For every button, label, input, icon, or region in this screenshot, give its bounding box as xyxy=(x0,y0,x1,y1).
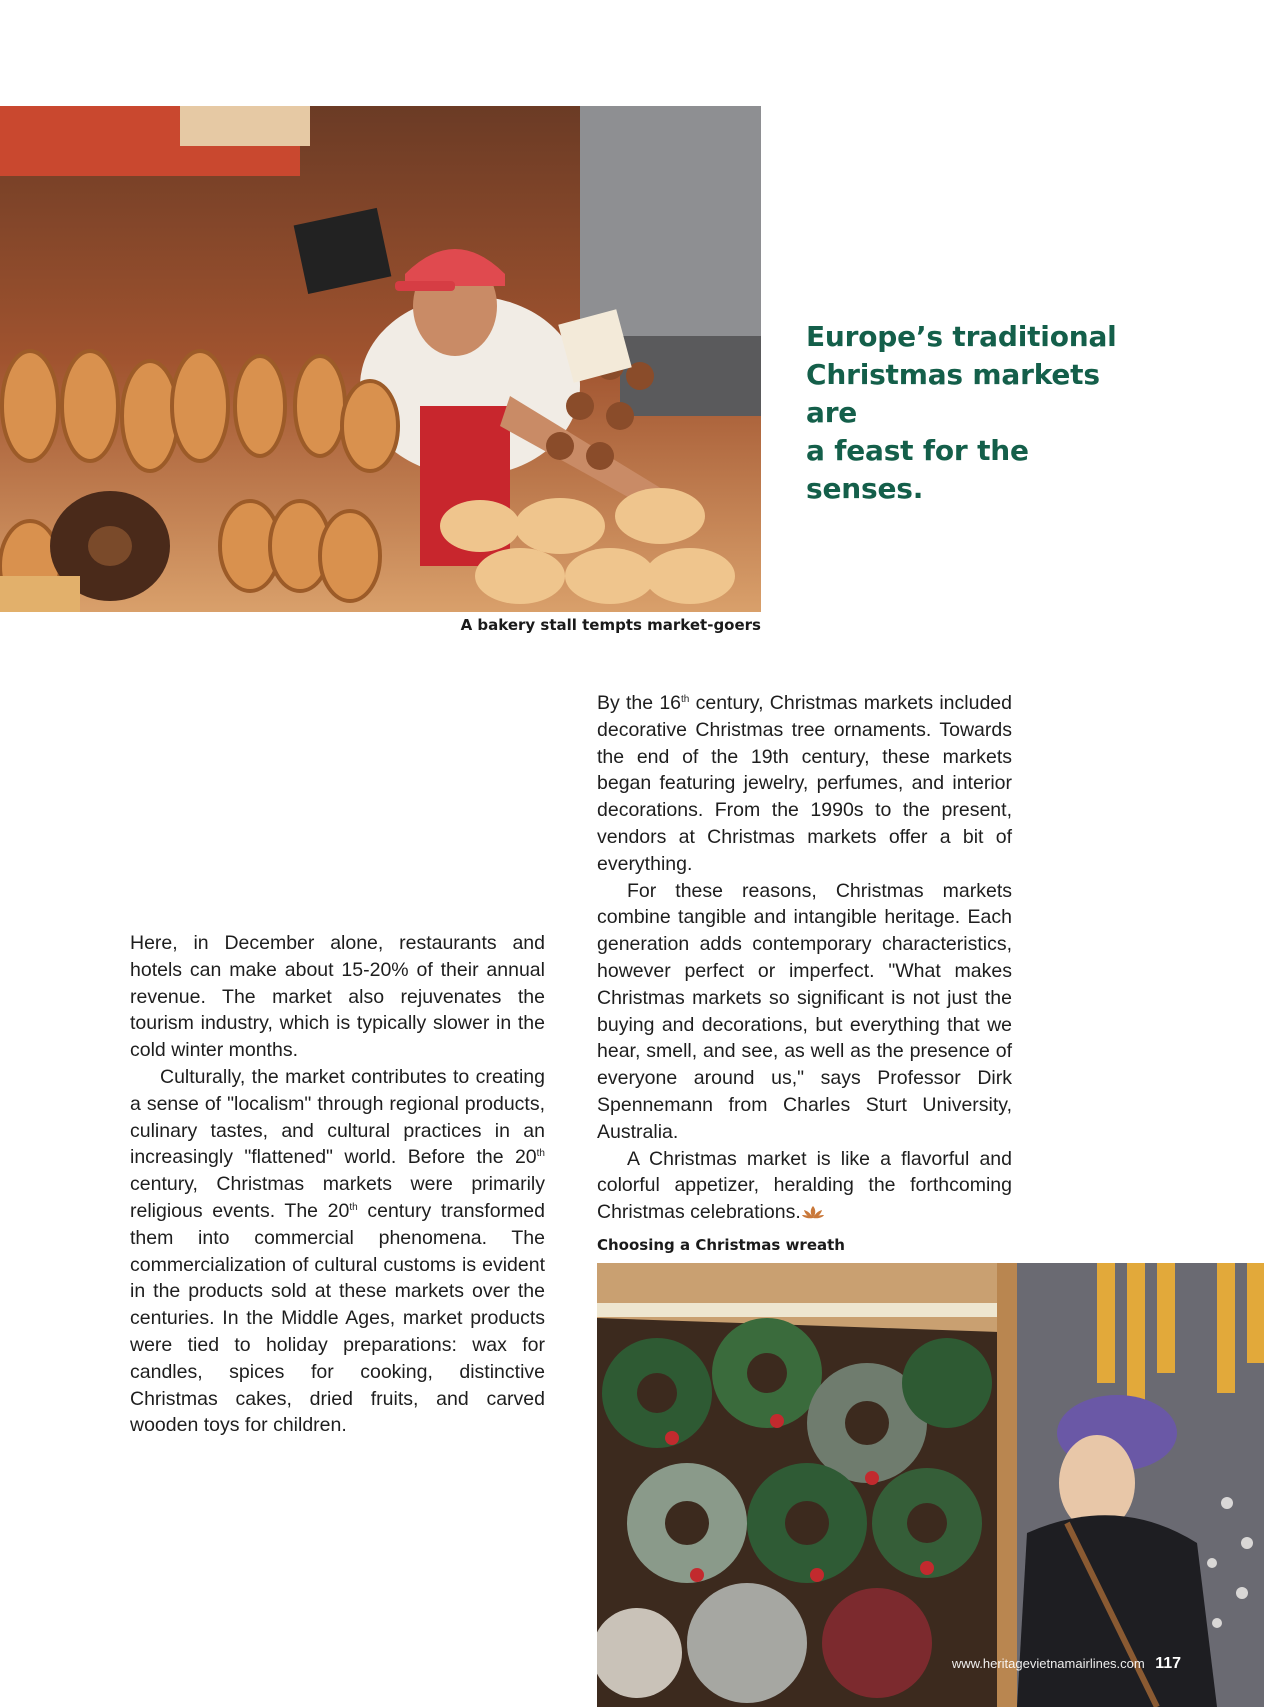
right-paragraph-1: By the 16th century, Christmas markets included decorative Christmas tree ornaments. Towards the end of the 19th century, these markets began featuring jewelry, perfumes, and interior decorations. From the 1990s to the present, vendors at Christmas markets offer a bit of everything. xyxy=(597,692,1012,875)
wreath-stall-illustration xyxy=(597,1263,1264,1707)
left-text-column xyxy=(130,930,545,1439)
bottom-photo-caption: Choosing a Christmas wreath xyxy=(597,1236,845,1254)
footer-website-url: www.heritagevietnamairlines.com xyxy=(951,1656,1145,1671)
pull-quote xyxy=(806,318,1136,508)
pull-quote-line-3: a feast for the senses. xyxy=(806,434,1029,505)
pull-quote-line-1: Europe’s traditional xyxy=(806,320,1117,353)
pull-quote-line-2: Christmas markets are xyxy=(806,358,1100,429)
wreath-stall-photo xyxy=(597,1263,1264,1707)
left-paragraph-1: Here, in December alone, restaurants and hotels can make about 15-20% of their annual revenue. The market also rejuvenates the tourism industry, which is typically slower in the cold winter months. xyxy=(130,932,545,1062)
right-paragraph-3: A Christmas market is like a flavorful and colorful appetizer, heralding the forthcoming Christmas celebrations. xyxy=(597,1147,1012,1224)
page-number: 117 xyxy=(1155,1655,1181,1672)
left-paragraph-2: Culturally, the market contributes to creating a sense of "localism" through regional products, culinary tastes, and cultural practices in an increasingly "flattened" world. Before the 20th century, Christmas markets were primarily religious events. The 20th century transformed them into commercial phenomena. The commercialization of cultural customs is evident in the products sold at these markets over the centuries. In the Middle Ages, market products were tied to holiday preparations: wax for candles, spices for cooking, distinctive Christmas cakes, dried fruits, and carved wooden toys for children. xyxy=(130,1065,545,1437)
bakery-stall-photo xyxy=(0,106,761,612)
right-paragraph-2: For these reasons, Christmas markets combine tangible and intangible heritage. Each generation adds contemporary characteristics, however perfect or imperfect. "What makes Christmas markets so significant is not just the buying and decorations, but everything that we hear, smell, and see, as well as the presence of everyone around us," says Professor Dirk Spennemann from Charles Sturt University, Australia. xyxy=(597,879,1012,1143)
lotus-end-mark-icon xyxy=(802,1205,824,1219)
page-footer xyxy=(952,1655,1181,1673)
right-text-column xyxy=(597,690,1012,1226)
top-photo-caption: A bakery stall tempts market-goers xyxy=(460,616,761,634)
bakery-stall-illustration xyxy=(0,106,761,612)
